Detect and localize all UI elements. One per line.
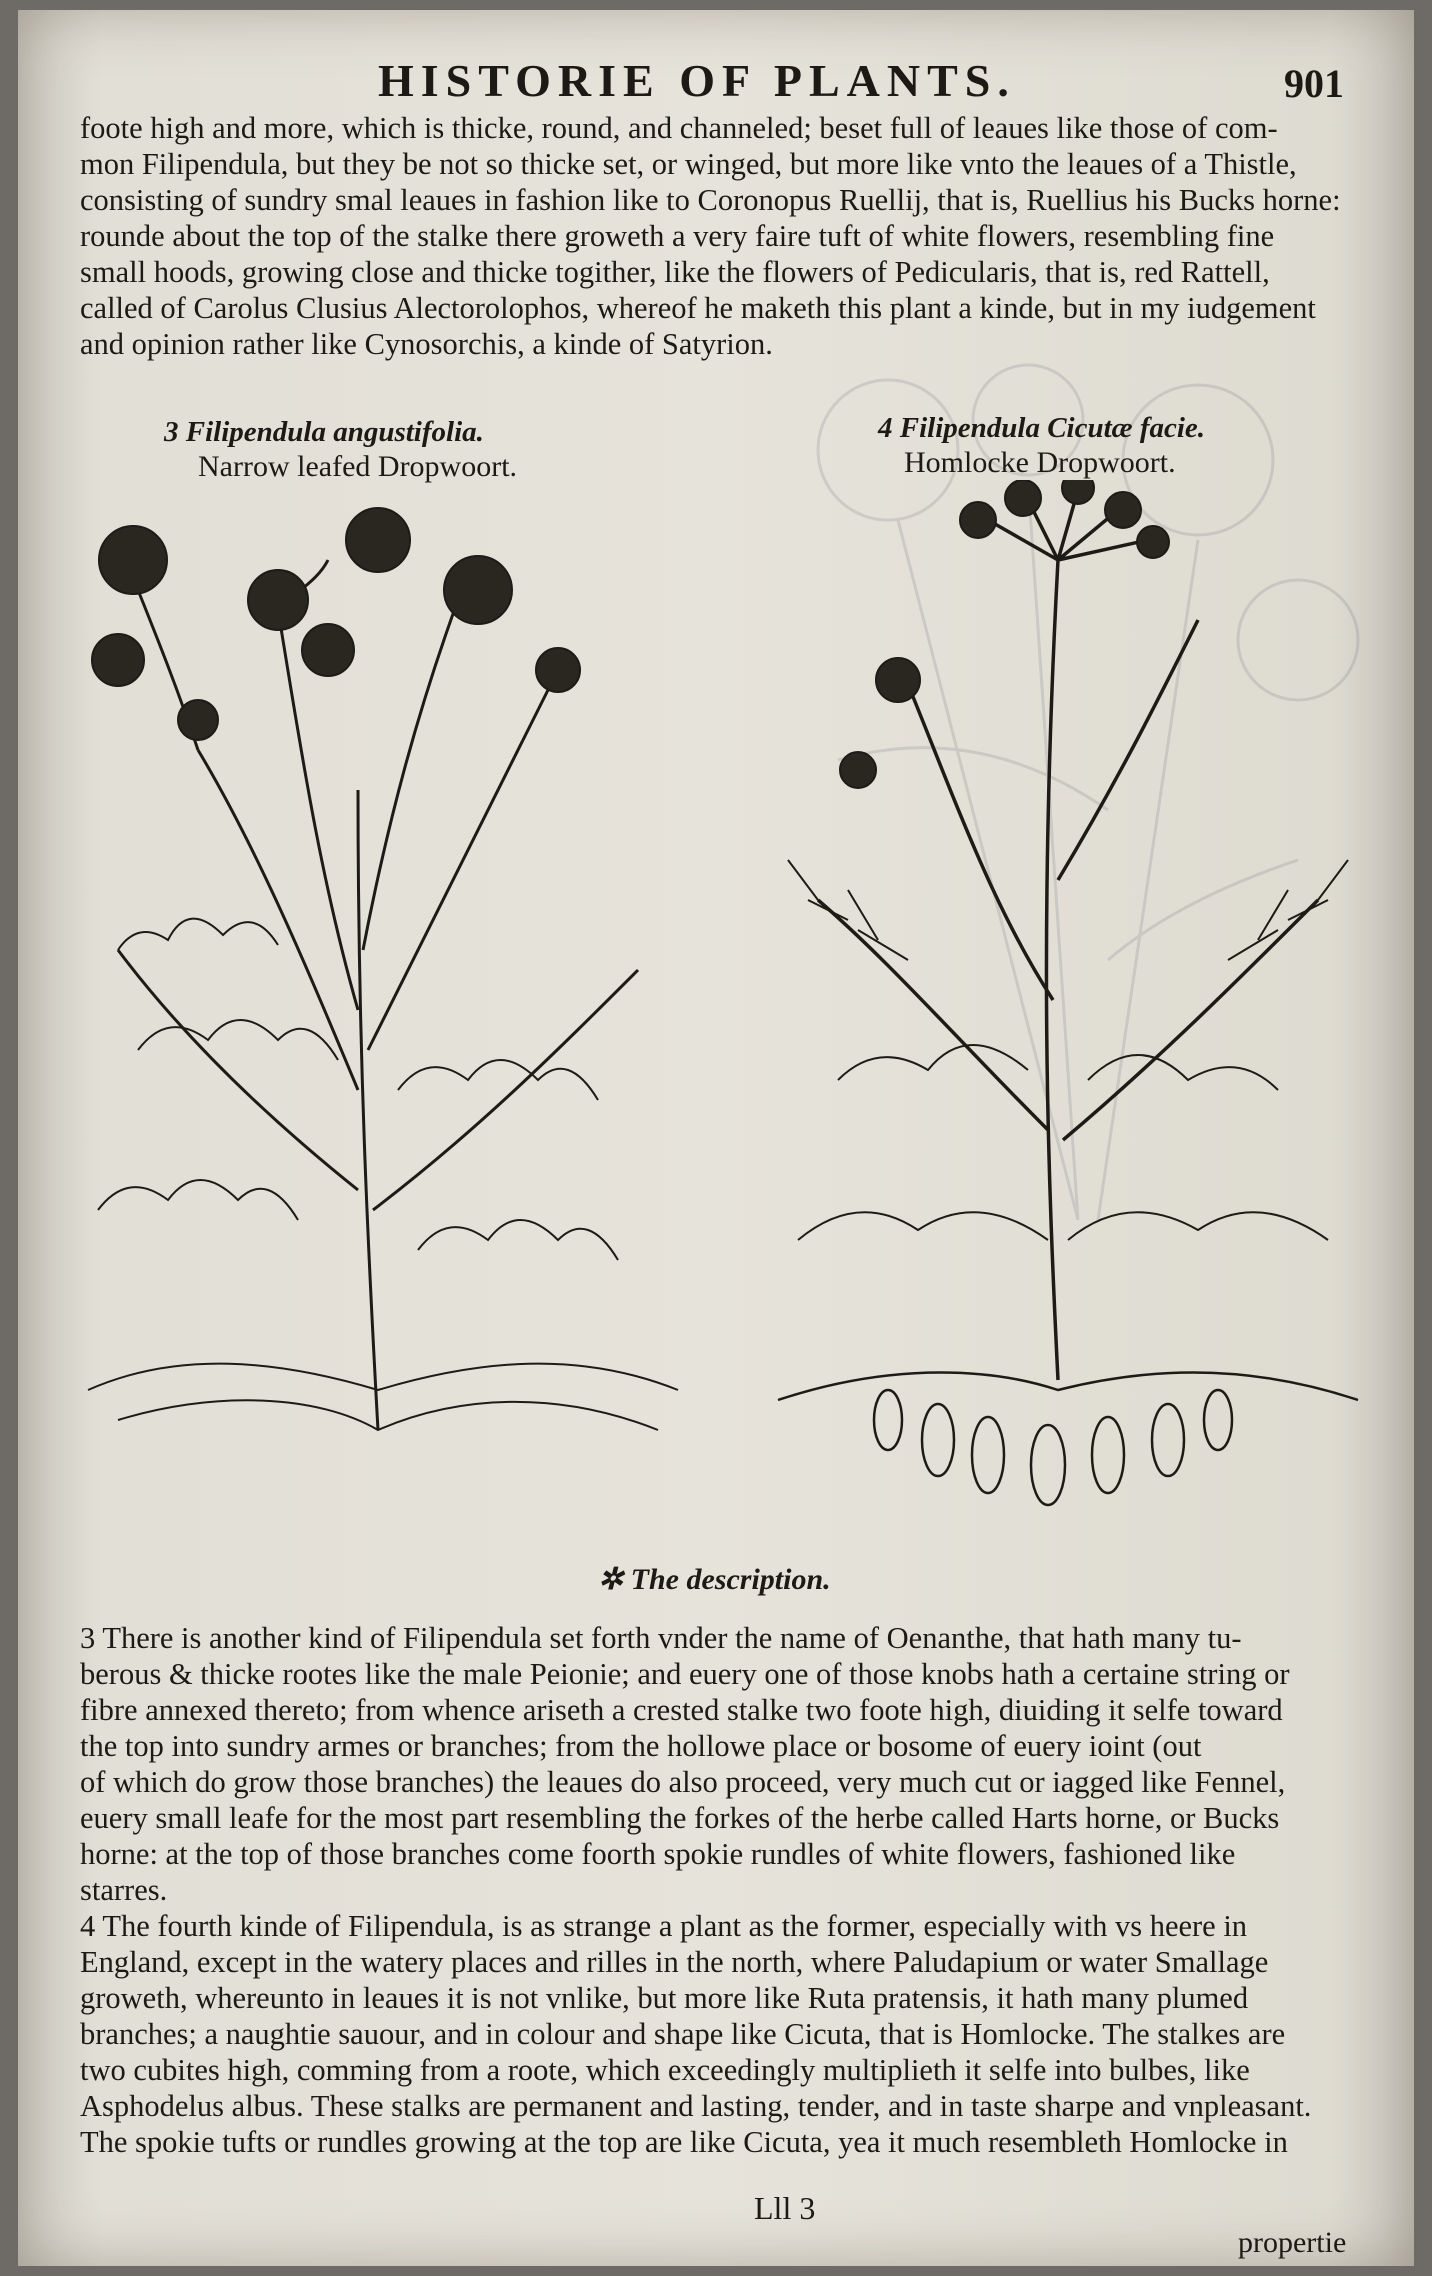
catchword: propertie (1238, 2226, 1347, 2259)
figure-4-english-caption: Homlocke Dropwoort. (904, 446, 1176, 479)
intro-paragraph (80, 110, 1380, 362)
running-header (18, 46, 1414, 116)
text-line: and opinion rather like Cynosorchis, a kinde of Satyrion. (80, 327, 773, 361)
text-line: 3 There is another kind of Filipendula set forth vnder the name of Oenanthe, that hath many tu- (80, 1621, 1242, 1655)
text-line: starres. (80, 1873, 168, 1907)
text-line: the top into sundry armes or branches; from the hollowe place or bosome of euery ioint (out (80, 1729, 1202, 1763)
figure-4-latin-caption: 4 Filipendula Cicutæ facie. (878, 412, 1206, 444)
woodcut-narrow-leafed-dropwort (58, 490, 698, 1490)
page-number: 901 (1284, 61, 1344, 106)
figure-3-latin-caption: 3 Filipendula angustifolia. (164, 416, 484, 448)
text-line: fibre annexed thereto; from whence ariseth a crested stalke two foote high, diuiding it selfe toward (80, 1693, 1283, 1727)
section-heading-description: ✲ The description. (598, 1563, 831, 1596)
text-line: rounde about the top of the stalke there groweth a very faire tuft of white flowers, resembling fine (80, 219, 1275, 253)
text-line: groweth, whereunto in leaues it is not vnlike, but more like Ruta pratensis, it hath many plumed (80, 1981, 1249, 2015)
woodcut-homlocke-dropwort (758, 480, 1378, 1510)
text-line: Asphodelus albus. These stalks are permanent and lasting, tender, and in taste sharpe and vnpleasant. (80, 2089, 1312, 2123)
text-line: The spokie tufts or rundles growing at the top are like Cicuta, yea it much resembleth Homlocke in (80, 2125, 1288, 2159)
text-line: foote high and more, which is thicke, round, and channeled; beset full of leaues like those of com- (80, 111, 1278, 145)
book-page (18, 10, 1414, 2266)
text-line: consisting of sundry smal leaues in fashion like to Coronopus Ruellij, that is, Ruellius his Bucks horne: (80, 183, 1341, 217)
signature-mark: Lll 3 (754, 2190, 816, 2226)
text-line: England, except in the watery places and rilles in the north, where Paludapium or water Smallage (80, 1945, 1269, 1979)
text-line: berous & thicke rootes like the male Peionie; and euery one of those knobs hath a certaine string or (80, 1657, 1290, 1691)
text-line: horne: at the top of those branches come foorth spokie rundles of white flowers, fashioned like (80, 1837, 1236, 1871)
text-line: two cubites high, comming from a roote, which exceedingly multiplieth it selfe into bulbes, like (80, 2053, 1250, 2087)
text-line: euery small leafe for the most part resembling the forkes of the herbe called Harts horne, or Bucks (80, 1801, 1280, 1835)
running-title: HISTORIE OF PLANTS. (378, 55, 1016, 106)
description-paragraphs (80, 1620, 1380, 2160)
text-line: called of Carolus Clusius Alectorolophos, whereof he maketh this plant a kinde, but in my iudgement (80, 291, 1316, 325)
text-line: mon Filipendula, but they be not so thicke set, or winged, but more like vnto the leaues of a Thistle, (80, 147, 1297, 181)
text-line: 4 The fourth kinde of Filipendula, is as strange a plant as the former, especially with vs heere in (80, 1909, 1248, 1943)
text-line: small hoods, growing close and thicke togither, like the flowers of Pedicularis, that is, red Rattell, (80, 255, 1270, 289)
figure-3-english-caption: Narrow leafed Dropwoort. (198, 450, 518, 483)
text-line: of which do grow those branches) the leaues do also proceed, very much cut or iagged like Fennel, (80, 1765, 1286, 1799)
text-line: branches; a naughtie sauour, and in colour and shape like Cicuta, that is Homlocke. The stalkes are (80, 2017, 1286, 2051)
